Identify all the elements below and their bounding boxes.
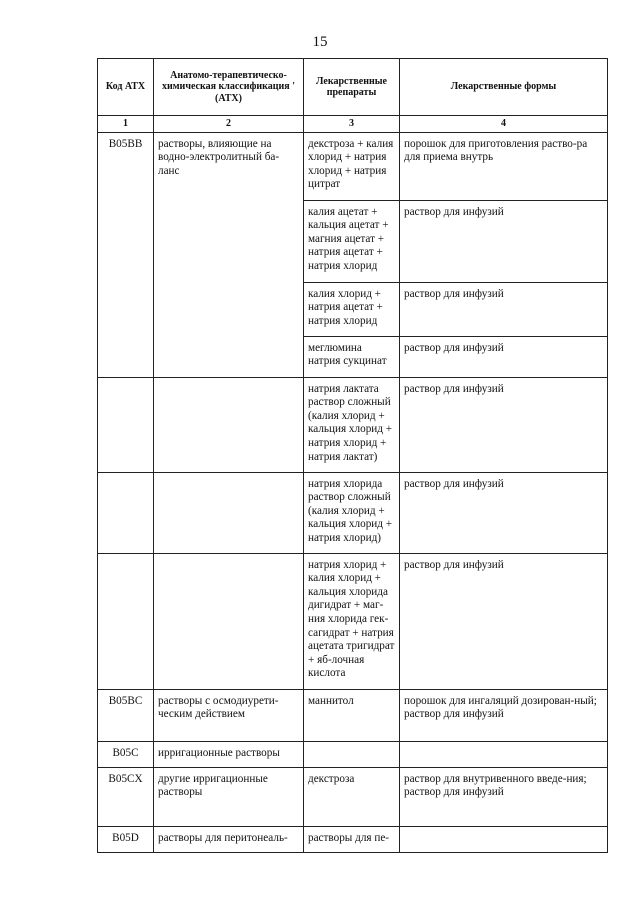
atx-class-cell: растворы, влияющие на водно-электролитный ба-ланс <box>154 132 304 377</box>
empty-cell <box>98 377 154 472</box>
atx-code-cell: B05BC <box>98 689 154 741</box>
table-row <box>98 377 608 472</box>
form-cell: раствор для инфузий <box>400 200 608 282</box>
drug-cell: натрия хлорида раствор сложный (калия хлорид + кальция хлорид + натрия хлорид) <box>304 472 400 553</box>
atx-class-cell: растворы с осмодиурети-ческим действием <box>154 689 304 741</box>
empty-cell <box>98 553 154 689</box>
table-row <box>98 132 608 200</box>
form-cell: раствор для инфузий <box>400 282 608 336</box>
table-header-row <box>98 59 608 116</box>
empty-cell <box>304 741 400 767</box>
form-cell <box>400 689 608 741</box>
table-row <box>98 689 608 741</box>
form-cell: раствор для инфузий <box>400 377 608 472</box>
form-line: порошок для ингаляций дозирован-ный; <box>404 694 597 707</box>
form-cell: раствор для инфузий <box>400 472 608 553</box>
drug-cell: натрия лактата раствор сложный (калия хлорид + кальция хлорид + натрия хлорид + натрия лактат) <box>304 377 400 472</box>
atx-class-cell: растворы для перитонеаль- <box>154 826 304 852</box>
header-atx-code: Код АТХ <box>98 59 154 116</box>
empty-cell <box>400 741 608 767</box>
drug-cell: маннитол <box>304 689 400 741</box>
table-row <box>98 741 608 767</box>
form-line: раствор для внутривенного введе-ния; <box>404 772 587 785</box>
form-line: раствор для инфузий <box>404 708 504 721</box>
atx-code-cell: B05CX <box>98 767 154 826</box>
column-number: 3 <box>304 116 400 133</box>
empty-cell <box>98 472 154 553</box>
form-cell: раствор для инфузий <box>400 336 608 377</box>
empty-cell <box>154 377 304 472</box>
table-row <box>98 553 608 689</box>
drug-cell: меглюмина натрия сукцинат <box>304 336 400 377</box>
column-number: 4 <box>400 116 608 133</box>
table-row <box>98 767 608 826</box>
form-line: раствор для инфузий <box>404 786 504 799</box>
atx-code-cell: B05BB <box>98 132 154 377</box>
drug-cell: декстроза <box>304 767 400 826</box>
atx-code-cell: B05C <box>98 741 154 767</box>
header-dosage-forms: Лекарственные формы <box>400 59 608 116</box>
drug-cell: калия ацетат + кальция ацетат + магния ацетат + натрия ацетат + натрия хлорид <box>304 200 400 282</box>
column-number: 2 <box>154 116 304 133</box>
column-number: 1 <box>98 116 154 133</box>
drug-cell: калия хлорид + натрия ацетат + натрия хлорид <box>304 282 400 336</box>
form-cell <box>400 767 608 826</box>
empty-cell <box>154 472 304 553</box>
drug-cell: растворы для пе- <box>304 826 400 852</box>
column-number-row <box>98 116 608 133</box>
atx-table <box>97 58 608 853</box>
drug-cell: натрия хлорид + калия хлорид + кальция хлорида дигидрат + маг-ния хлорида гек-сагидрат + натрия ацетата тригидрат + яб-лочная кислота <box>304 553 400 689</box>
atx-code-cell: B05D <box>98 826 154 852</box>
atx-class-cell: ирригационные растворы <box>154 741 304 767</box>
drug-cell: декстроза + калия хлорид + натрия хлорид + натрия цитрат <box>304 132 400 200</box>
empty-cell <box>154 553 304 689</box>
empty-cell <box>400 826 608 852</box>
form-cell: раствор для инфузий <box>400 553 608 689</box>
page-number: 15 <box>312 34 328 50</box>
table-row <box>98 472 608 553</box>
header-drugs: Лекарственные препараты <box>304 59 400 116</box>
table-row <box>98 826 608 852</box>
header-atx-classification: Анатомо-терапевтическо-химическая классификация ' (АТХ) <box>154 59 304 116</box>
form-cell: порошок для приготовления раство-ра для приема внутрь <box>400 132 608 200</box>
atx-class-cell: другие ирригационные растворы <box>154 767 304 826</box>
